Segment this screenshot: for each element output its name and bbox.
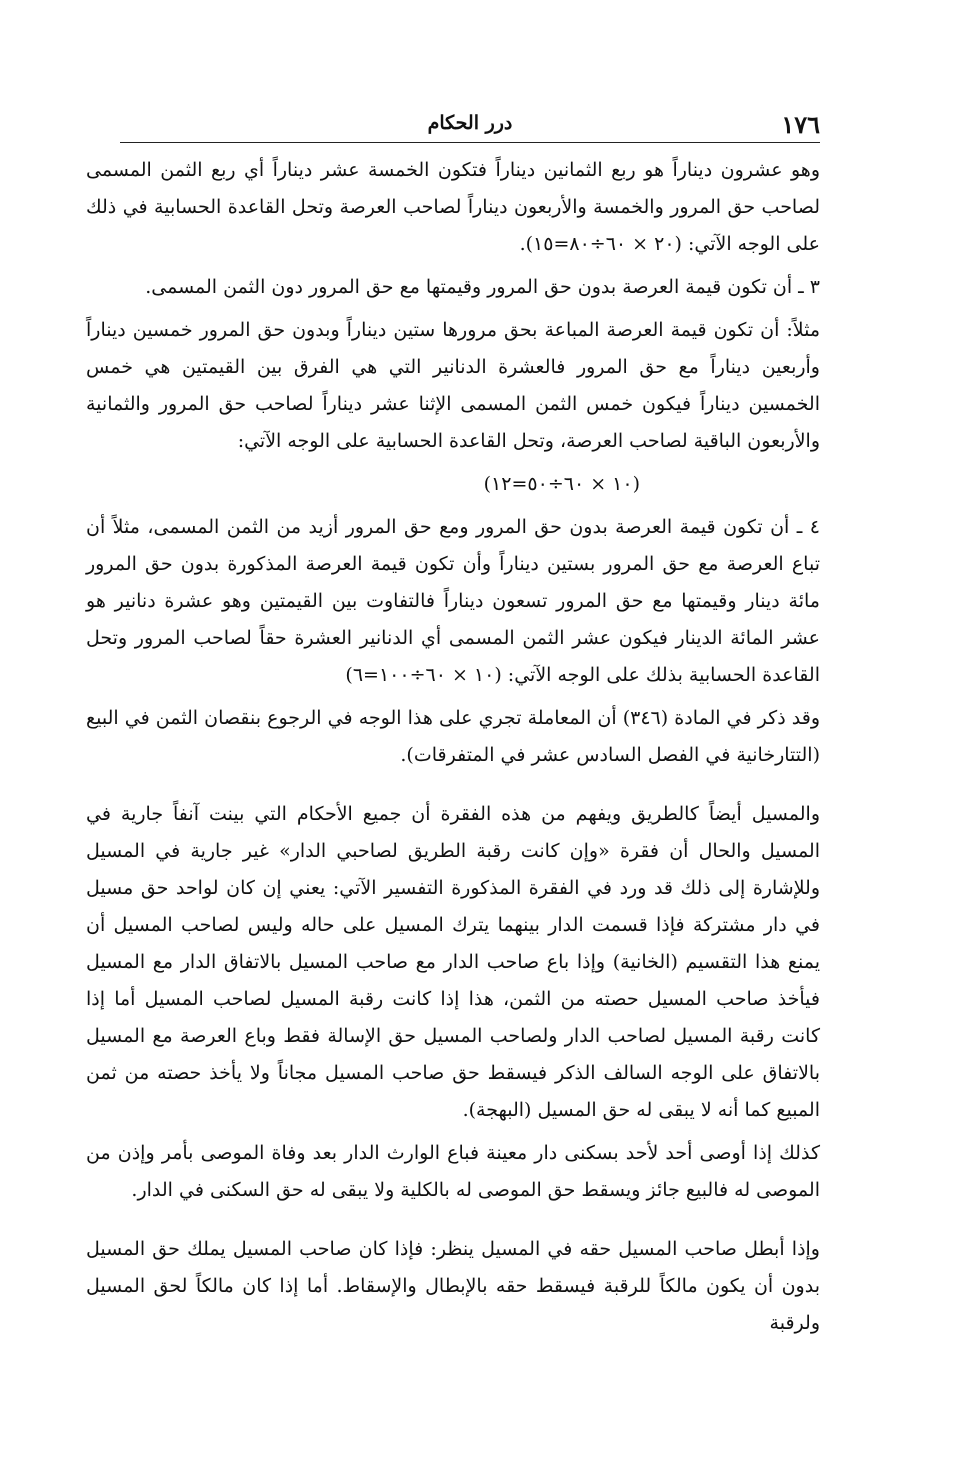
paragraph: كذلك إذا أوصى أحد لأحد بسكنى دار معينة فباع الوارث الدار بعد وفاة الموصى بأمر وإذن من الموصى له فالبيع جائز ويسقط حق الموصى له بالكلية ولا يبقى له حق السكنى في الدار.: [86, 1142, 820, 1201]
paragraph: والمسيل أيضاً كالطريق ويفهم من هذه الفقرة أن جميع الأحكام التي بينت آنفاً جارية في المسيل والحال أن فقرة «وإن كانت رقبة الطريق لصاحبي الدار» غير جارية في المسيل وللإشارة إلى ذلك قد ورد في الفقرة المذكورة التفسير الآتي: يعني إن كان لواحد حق مسيل في دار مشتركة فإذا قسمت الدار بينهما يترك المسيل على حاله وليس لصاحب المسيل أن يمنع هذا التقسيم (الخانية) وإذا باع صاحب الدار مع صاحب المسيل بالاتفاق الدار مع المسيل فيأخذ صاحب المسيل حصته من الثمن، هذا إذا كانت رقبة المسيل لصاحب المسيل أما إذا كانت رقبة المسيل لصاحب الدار ولصاحب المسيل حق الإسالة فقط وباع العرصة مع المسيل بالاتفاق على الوجه السالف الذكر فيسقط حق صاحب المسيل مجاناً ولا يأخذ حصته من ثمن المبيع كما أنه لا يبقى له حق المسيل (البهجة).: [86, 803, 820, 1121]
running-title: درر الحكام: [427, 112, 513, 134]
page-number: ١٧٦: [781, 110, 820, 139]
paragraph: وهو عشرون ديناراً هو ربع الثمانين ديناراً فتكون الخمسة عشر ديناراً أي ربع الثمن المسمى لصاحب حق المرور والخمسة والأربعون ديناراً لصاحب العرصة وتحل القاعدة الحسابية في ذلك على الوجه الآتي: (٢٠ × ٦٠÷٨٠=١٥).: [86, 159, 820, 255]
paragraph: مثلاً: أن تكون قيمة العرصة المباعة بحق مرورها ستين ديناراً وبدون حق المرور خمسين ديناراً وأربعين ديناراً مع حق المرور فالعشرة الدنانير التي هي الفرق بين القيمتين هي خمس الخمسين ديناراً فيكون خمس الثمن المسمى الإثنا عشر ديناراً لصاحب حق المرور والثمانية والأربعون الباقية لصاحب العرصة، وتحل القاعدة الحسابية على الوجه الآتي:: [86, 319, 820, 452]
paragraph: وقد ذكر في المادة (٣٤٦) أن المعاملة تجري على هذا الوجه في الرجوع بنقصان الثمن في البيع (التتارخانية في الفصل السادس عشر في المتفرقات).: [86, 707, 820, 766]
page-header: [120, 108, 820, 143]
paragraph: ٤ ـ أن تكون قيمة العرصة بدون حق المرور ومع حق المرور أزيد من الثمن المسمى، مثلاً أن تباع العرصة مع حق المرور بستين ديناراً وأن تكون قيمة العرصة المذكورة بدون حق المرور مائة دينار وقيمتها مع حق المرور تسعون ديناراً فالتفاوت بين القيمتين وهو عشرة دنانير هو عشر المائة الدينار فيكون عشر الثمن المسمى أي الدنانير العشرة حقاً لصاحب المرور وتحل القاعدة الحسابية بذلك على الوجه الآتي: (١٠ × ٦٠÷١٠٠=٦): [86, 516, 820, 686]
formula: (١٠ × ٦٠÷٥٠=١٢): [483, 473, 640, 495]
page-body: [86, 152, 820, 1348]
paragraph: ٣ ـ أن تكون قيمة العرصة بدون حق المرور وقيمتها مع حق المرور دون الثمن المسمى.: [145, 276, 820, 298]
paragraph: وإذا أبطل صاحب المسيل حقه في المسيل ينظر: فإذا كان صاحب المسيل يملك حق المسيل بدون أن يكون مالكاً للرقبة فيسقط حقه بالإبطال والإسقاط. أما إذا كان مالكاً لحق المسيل ولرقبة: [86, 1238, 820, 1334]
